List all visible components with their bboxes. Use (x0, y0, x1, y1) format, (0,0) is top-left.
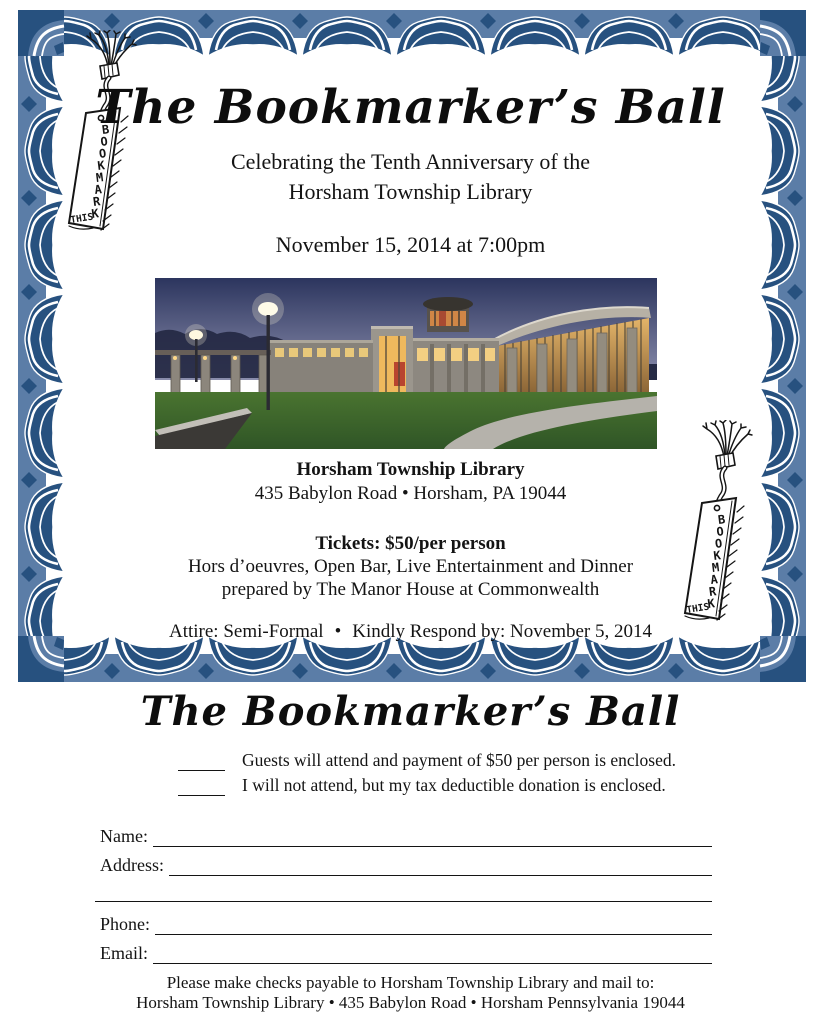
address-field-line (169, 859, 712, 876)
name-field-label: Name: (100, 826, 148, 846)
rsvp-option-attend-label: Guests will attend and payment of $50 per person is enclosed. (242, 750, 676, 770)
respond-by-text: Kindly Respond by: November 5, 2014 (352, 621, 653, 642)
email-field-row (100, 944, 712, 964)
email-field-label: Email: (100, 943, 148, 963)
venue-name: Horsham Township Library (296, 459, 525, 480)
name-field-row (100, 827, 712, 847)
subtitle-line-2: Horsham Township Library (288, 179, 533, 204)
address-field-row (100, 856, 712, 876)
bullet-separator: • (334, 621, 342, 642)
event-details-line-1: Hors d’oeuvres, Open Bar, Live Entertainment and Dinner (187, 556, 634, 577)
phone-field-line (155, 918, 712, 935)
attire-and-rsvp-line (0, 621, 821, 643)
flyer-title: The Bookmarker’s Ball (95, 80, 726, 135)
subtitle-line-1: Celebrating the Tenth Anniversary of the (230, 149, 591, 174)
library-photo (155, 278, 657, 449)
rsvp-title: The Bookmarker’s Ball (140, 688, 681, 735)
event-datetime: November 15, 2014 at 7:00pm (275, 232, 546, 257)
email-field-line (153, 947, 712, 964)
event-details-line-2: prepared by The Manor House at Commonwealth (221, 579, 600, 600)
phone-field-row (100, 915, 712, 935)
rsvp-option-decline (178, 775, 666, 796)
attire-text: Attire: Semi-Formal (168, 621, 324, 642)
address-field-label: Address: (100, 855, 164, 875)
guest-count-blank (178, 755, 225, 771)
bookmark-illustration-left (56, 30, 156, 255)
rsvp-option-decline-label: I will not attend, but my tax deductible donation is enclosed. (242, 775, 666, 795)
checks-instruction-line-1: Please make checks payable to Horsham Township Library and mail to: (166, 973, 655, 992)
phone-field-label: Phone: (100, 914, 151, 934)
decline-blank (178, 780, 225, 796)
checks-instruction-line-2: Horsham Township Library • 435 Babylon Road • Horsham Pennsylvania 19044 (136, 993, 685, 1012)
address-field-line-2 (95, 901, 712, 902)
rsvp-option-attend (178, 750, 676, 771)
venue-address: 435 Babylon Road • Horsham, PA 19044 (254, 483, 567, 504)
ticket-price: Tickets: $50/per person (315, 533, 506, 554)
name-field-line (153, 830, 712, 847)
